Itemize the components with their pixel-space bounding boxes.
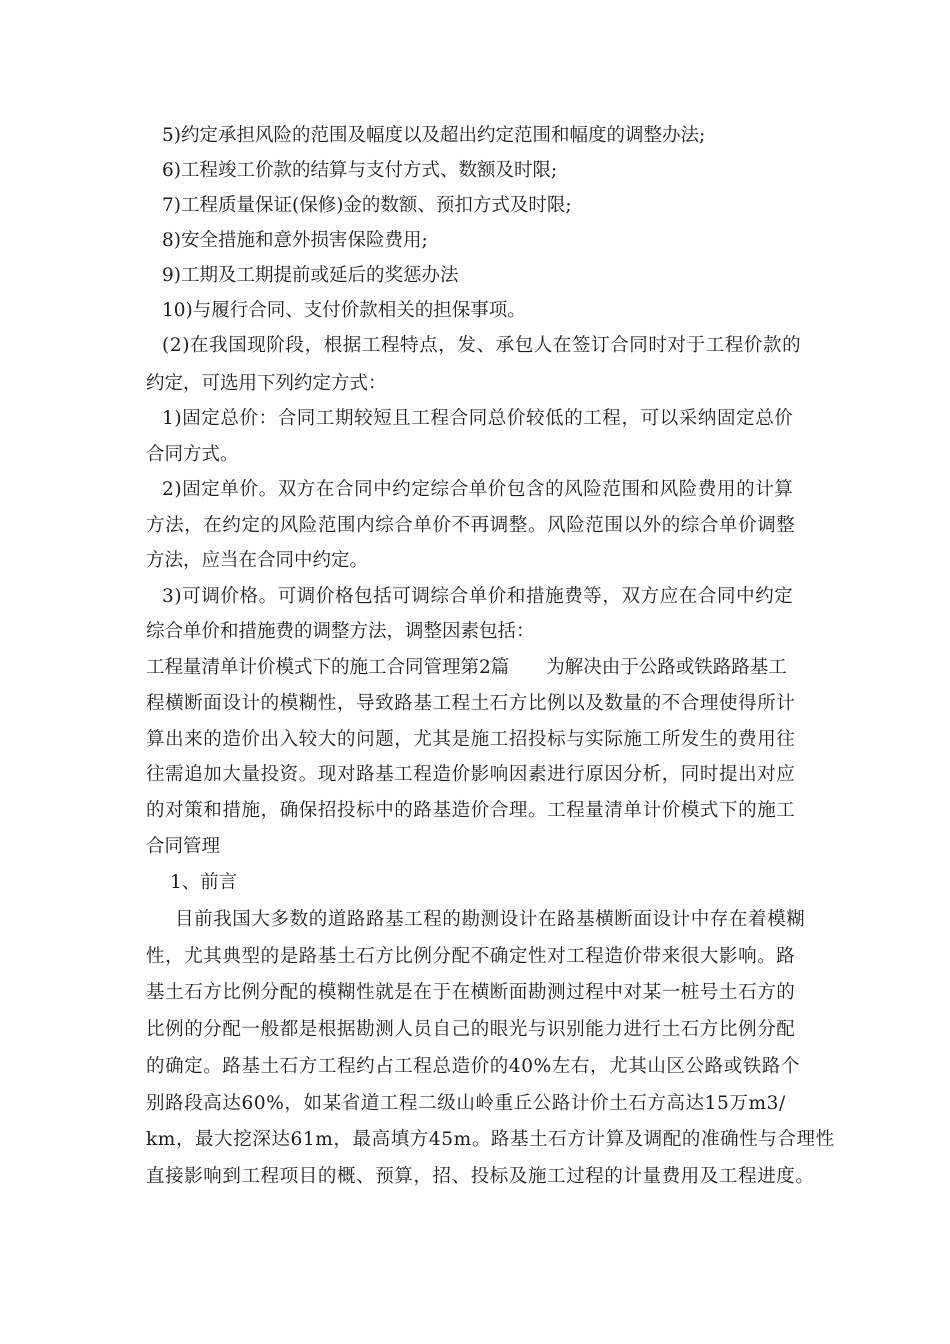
text-line: 工程量清单计价模式下的施工合同管理第2篇 为解决由于公路或铁路路基工 [146,657,787,678]
section-heading: 1、前言 [170,872,238,893]
text-line: 方法，在约定的风险范围内综合单价不再调整。风险范围以外的综合单价调整 [146,515,796,536]
text-line: 方法，应当在合同中约定。 [146,550,369,571]
text-line: 比例的分配一般都是根据勘测人员自己的眼光与识别能力进行土石方比例分配 [146,1019,796,1040]
text-line: (2)在我国现阶段，根据工程特点，发、承包人在签订合同时对于工程价款的 [162,335,802,356]
text-line: 算出来的造价出入较大的问题，尤其是施工招投标与实际施工所发生的费用往 [146,729,796,750]
text-line: 往需追加大量投资。现对路基工程造价影响因素进行原因分析，同时提出对应 [146,764,796,785]
text-line: 7)工程质量保证(保修)金的数额、预扣方式及时限; [162,195,572,216]
text-line: 直接影响到工程项目的概、预算，招、投标及施工过程的计量费用及工程进度。 [146,1166,815,1187]
text-line: 8)安全措施和意外损害保险费用; [162,230,428,251]
text-line: 5)约定承担风险的范围及幅度以及超出约定范围和幅度的调整办法; [162,125,706,146]
text-line: 的对策和措施，确保招投标中的路基造价合理。工程量清单计价模式下的施工 [146,800,796,821]
text-line: 合同管理 [146,836,221,857]
text-line: 别路段高达60%，如某省道工程二级山岭重丘公路计价土石方高达15万m3/ [146,1093,786,1114]
text-line: 3)可调价格。可调价格包括可调综合单价和措施费等，双方应在合同中约定 [162,586,794,607]
text-line: 基土石方比例分配的模糊性就是在于在横断面勘测过程中对某一桩号土石方的 [146,982,796,1003]
text-line: 合同方式。 [146,444,239,465]
text-line: 综合单价和措施费的调整方法，调整因素包括： [146,621,535,642]
text-line: 10)与履行合同、支付价款相关的担保事项。 [162,300,526,321]
text-line: km，最大挖深达61m，最高填方45m。路基土石方计算及调配的准确性与合理性 [146,1129,835,1150]
text-line: 程横断面设计的模糊性，导致路基工程土石方比例以及数量的不合理使得所计 [146,693,796,714]
text-line: 9)工期及工期提前或延后的奖惩办法 [162,265,459,286]
text-line: 的确定。路基土石方工程约占工程总造价的40%左右，尤其山区公路或铁路个 [146,1056,801,1077]
text-line: 性，尤其典型的是路基土石方比例分配不确定性对工程造价带来很大影响。路 [146,946,796,967]
text-line: 2)固定单价。双方在合同中约定综合单价包含的风险范围和风险费用的计算 [162,479,794,500]
text-line: 6)工程竣工价款的结算与支付方式、数额及时限; [162,160,558,181]
text-line: 约定，可选用下列约定方式： [146,373,387,394]
text-line: 1)固定总价：合同工期较短且工程合同总价较低的工程，可以采纳固定总价 [162,408,794,429]
text-line: 目前我国大多数的道路路基工程的勘测设计在路基横断面设计中存在着模糊 [175,909,806,930]
